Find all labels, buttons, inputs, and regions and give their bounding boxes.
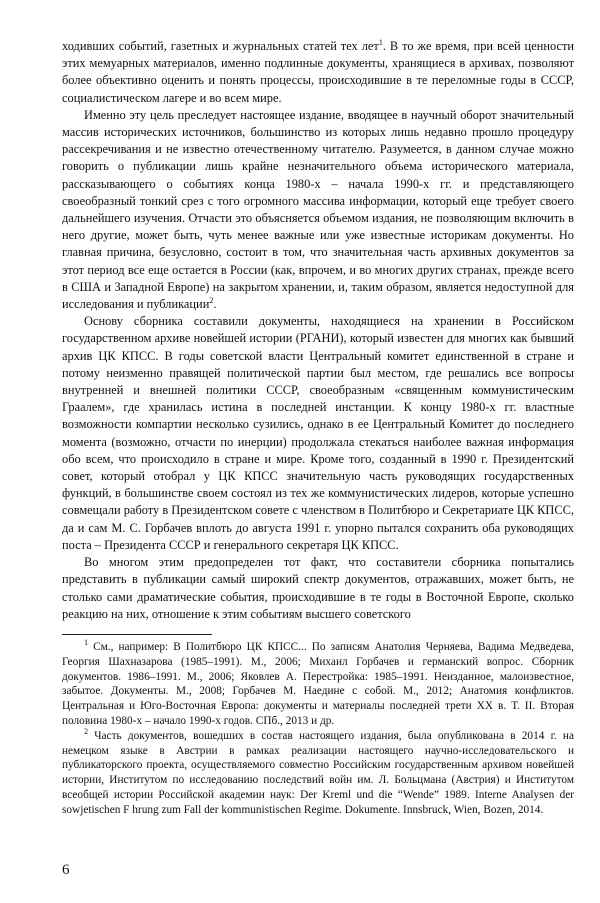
footnote-1-text: См., например: В Политбюро ЦК КПСС... По записям Анатолия Черняева, Вадима Медведева, Георгия Шахназарова (1985–1991). М., 2006; Михаил Горбачев и германский вопрос. Сборник документов. 1986–1991. М., 2006; Яковлев А. Перестройка: 1985–1991. Неизданное, малоизвестное, забытое. Документы. М., 2008; Горбачев М. Наедине с собой. М., 2012; Анатомия конфликтов. Центральная и Юго-Восточная Европа: документы и материалы последней трети XX в. Т. II. Вторая половина 1980-х – начало 1990-х годов. СПб., 2013 и др. xyxy=(62,641,574,727)
footnote-2 xyxy=(62,729,574,818)
footnote-ref-1: 1 xyxy=(378,37,383,47)
paragraph-1-text: ходивших событий, газетных и журнальных статей тех лет xyxy=(62,39,379,53)
footnote-divider xyxy=(62,634,212,635)
footnote-2-number: 2 xyxy=(84,727,88,737)
paragraph-4: Во многом этим предопределен тот факт, что составители сборника попытались представить в публикации самый широкий спектр документов, отражавших, может быть, не столько сами драматические события, происходившие в те годы в Восточной Европе, сколько реакцию на них, отношение к этим событиям высшего советского xyxy=(62,555,574,621)
footnote-1-number: 1 xyxy=(84,638,88,648)
paragraph-2-text: Именно эту цель преследует настоящее издание, вводящее в научный оборот значительный массив исторических источников, большинство из которых лишь недавно прошло процедуру рассекречивания и не известно отечественному читателю. Разумеется, в данном случае можно говорить о публикации лишь крайне незначительного объема исторического материала, рассказывающего о событиях конца 1980-х – начала 1990-х гг. и представляющего своеобразный тонкий срез с того огромного массива информации, который еще требует своего дальнейшего изучения. Отчасти это объясняется объемом издания, не позволяющим включить в него другие, может быть, чуть менее важные или уже известные историкам документы. Но главная причина, безусловно, состоит в том, что значительная часть архивных документов за этот период все еще остается в России (как, впрочем, и во многих других странах, прежде всего в США и Западной Европе) на закрытом хранении, и, таким образом, является недоступной для исследования и публикации xyxy=(62,107,574,312)
footnotes xyxy=(62,640,574,818)
paragraph-1-tail: . В то же время, при всей ценности этих мемуарных материалов, именно подлинные документы, хранящиеся в архивах, позволяют более объективно оценить и понять процессы, происходившие в те переломные годы в СССР, социалистическом лагере и во всем мире. xyxy=(62,39,574,105)
footnote-2-text: Часть документов, вошедших в состав настоящего издания, была опубликована в 2014 г. на немецком языке в Австрии в рамках реализации настоящего научно-исследовательского и публикаторского проекта, осуществляемого совместно Российским государственным архивом новейшей истории, Институтом по исследованию последствий войн им. Л. Больцмана (Австрия) и Институтом всеобщей истории Российской академии наук: Der Kreml und die “Wende” 1989. Interne Analysen der sowjetischen F hrung zum Fall der kommunistischen Regime. Dokumente. Innsbruck, Wien, Bozen, 2014. xyxy=(62,729,574,816)
page-number: 6 xyxy=(62,862,70,878)
paragraph-2 xyxy=(62,107,574,313)
paragraph-2-tail: . xyxy=(213,297,217,312)
paragraph-1 xyxy=(62,38,574,107)
footnote-1 xyxy=(62,640,574,729)
main-text xyxy=(62,38,574,623)
paragraph-3: Основу сборника составили документы, находящиеся на хранении в Российском государственном архиве новейшей истории (РГАНИ), который известен для многих как бывший архив ЦК КПСС. В годы советской власти Центральный комитет единственной в стране и потому неизменно правящей политической партии был местом, где решались все вопросы внутренней и внешней политики СССР, своеобразным «священным коммунистическим Граалем», где хранилась истина в последней инстанции. К концу 1980-х гг. властные возможности компартии несколько сузились, однако в ее Центральный Комитет до последнего момента (возможно, отчасти по инерции) продолжала стекаться наиболее важная информация обо всем, что происходило в стране и мире. Кроме того, созданный в 1990 г. Президентский совет, который отобрал у ЦК КПСС значительную часть руководящих государственных функций, в большинстве своем состоял из тех же коммунистических лидеров, которые успешно совмещали работу в Президентском совете с членством в Политбюро и Секретариате ЦК КПСС, да и сам М. С. Горбачев вплоть до августа 1991 г. упорно пытался сохранить оба руководящих поста – Президента СССР и генерального секретаря ЦК КПСС. xyxy=(62,314,574,552)
footnote-ref-2: 2 xyxy=(209,295,214,305)
